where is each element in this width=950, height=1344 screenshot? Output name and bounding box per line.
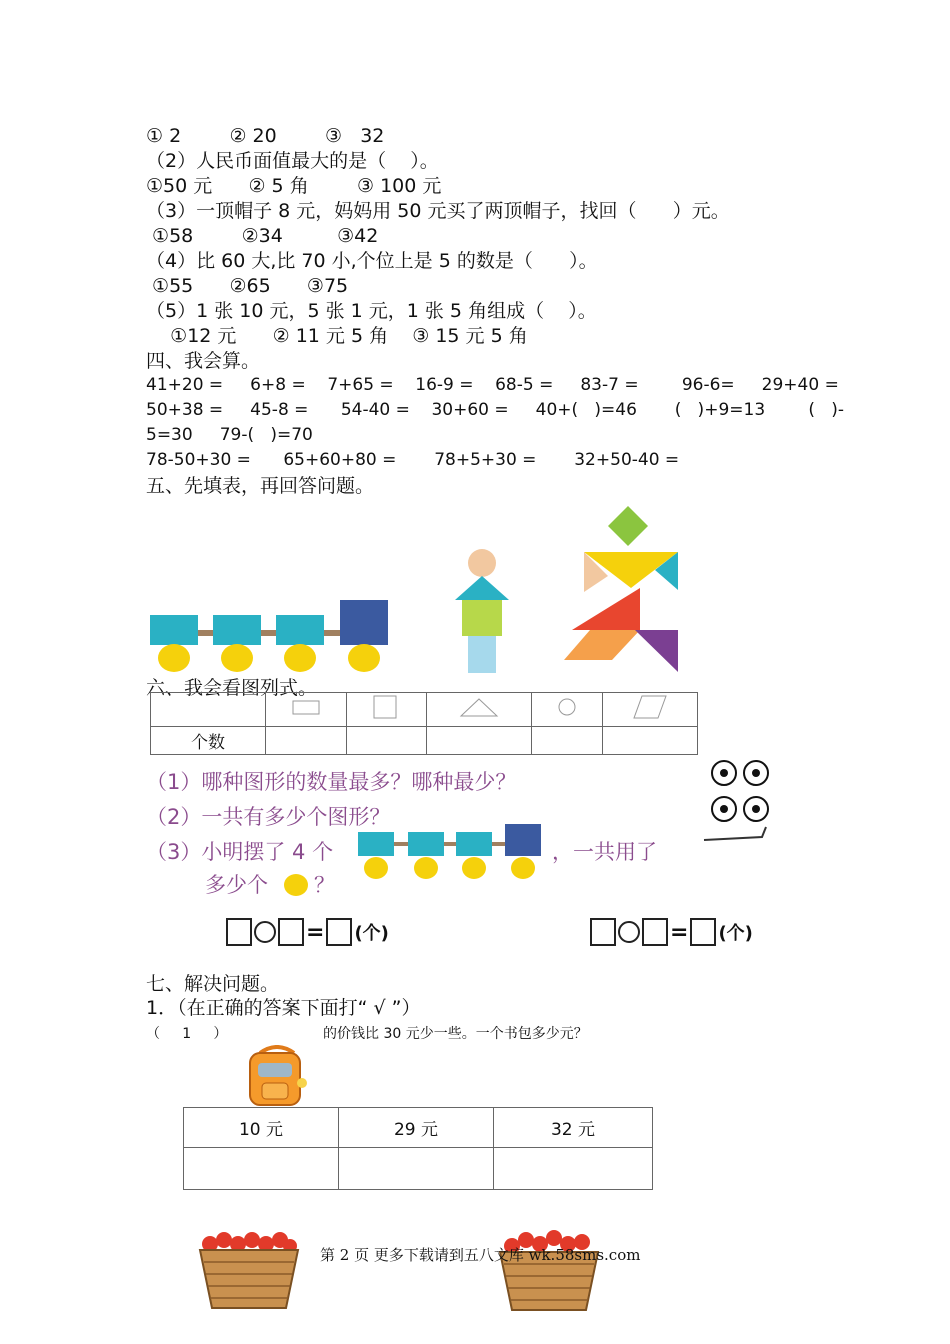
question-6-2: （2）一共有多少个图形？ — [146, 805, 391, 829]
question-6-3b: ，一共用了 — [552, 840, 657, 864]
question-4: （4）比 60 大,比 70 小,个位上是 5 的数是（ ）。 — [146, 250, 598, 272]
count-row-label: 个数 — [151, 727, 266, 755]
parallelogram-icon — [602, 693, 697, 727]
section-7-title: 七、解决问题。 — [146, 973, 280, 995]
answer-box[interactable] — [326, 918, 352, 946]
calc-row-3: 5=30 79-( )=70 — [146, 425, 313, 445]
question-5: （5）1 张 10 元，5 张 1 元，1 张 5 角组成（ ）。 — [146, 300, 597, 322]
price-option: 29 元 — [339, 1108, 494, 1148]
section-6-title: 六、我会看图列式。 — [146, 677, 318, 699]
count-cell[interactable] — [346, 727, 427, 755]
problem-1-number: （ 1 ） — [146, 1026, 228, 1042]
answer-box[interactable] — [642, 918, 668, 946]
answer-box[interactable] — [226, 918, 252, 946]
circle-icon — [532, 693, 603, 727]
square-icon — [346, 693, 427, 727]
choice-line-4: ①55 ②65 ③75 — [146, 275, 349, 297]
price-option: 32 元 — [494, 1108, 653, 1148]
football-icon — [700, 755, 780, 850]
count-cell[interactable] — [266, 727, 347, 755]
question-6-3d: ？ — [314, 873, 335, 897]
question-3: （3）一顶帽子 8 元，妈妈用 50 元买了两顶帽子，找回（ ）元。 — [146, 200, 730, 222]
count-cell[interactable] — [602, 727, 697, 755]
shape-figures — [140, 500, 700, 680]
question-6-3a: （3）小明摆了 4 个 — [146, 840, 334, 864]
price-table — [183, 1107, 653, 1190]
equals-sign: = — [670, 919, 689, 945]
problem-1-text: 的价钱比 30 元少一些。一个书包多少元？ — [323, 1026, 588, 1042]
answer-box[interactable] — [278, 918, 304, 946]
count-cell[interactable] — [427, 727, 532, 755]
count-cell[interactable] — [532, 727, 603, 755]
shape-count-table — [150, 692, 698, 755]
rectangle-icon — [266, 693, 347, 727]
equals-sign: = — [306, 919, 325, 945]
choice-line-3: ①58 ②34 ③42 — [146, 225, 379, 247]
apple-basket-icon — [196, 1222, 302, 1314]
operator-circle[interactable] — [618, 921, 640, 943]
person-figure — [455, 549, 509, 673]
check-cell[interactable] — [184, 1148, 339, 1190]
choice-line-1: ① 2 ② 20 ③ 32 — [146, 125, 385, 147]
question-6-1: （1）哪种图形的数量最多？哪种最少？ — [146, 770, 517, 794]
choice-line-2: ①50 元 ② 5 角 ③ 100 元 — [146, 175, 442, 197]
calc-row-2: 50+38 = 45-8 = 54-40 = 30+60 = 40+( )=46 ( )+9=13 ( )- — [146, 400, 844, 420]
small-train-icon — [355, 822, 550, 882]
wheel-icon — [283, 872, 309, 898]
train-figure — [150, 600, 388, 672]
section-4-title: 四、我会算。 — [146, 350, 261, 372]
question-2: （2）人民币面值最大的是（ ）。 — [146, 150, 439, 172]
equation-right — [590, 918, 753, 946]
calc-row-1: 41+20 = 6+8 = 7+65 = 16-9 = 68-5 = 83-7 = 96-6= 29+40 = — [146, 375, 839, 395]
choice-line-5: ①12 元 ② 11 元 5 角 ③ 15 元 5 角 — [146, 325, 528, 347]
operator-circle[interactable] — [254, 921, 276, 943]
apple-basket-icon — [494, 1222, 604, 1316]
backpack-icon — [244, 1045, 310, 1107]
question-6-3c: 多少个 — [205, 873, 268, 897]
answer-box[interactable] — [690, 918, 716, 946]
problem-1: 1．（在正确的答案下面打“ √ ”） — [146, 997, 421, 1019]
answer-box[interactable] — [590, 918, 616, 946]
equation-left — [226, 918, 389, 946]
price-option: 10 元 — [184, 1108, 339, 1148]
check-cell[interactable] — [494, 1148, 653, 1190]
triangle-icon — [427, 693, 532, 727]
check-cell[interactable] — [339, 1148, 494, 1190]
unit-label: (个) — [354, 923, 389, 944]
page-footer: 第 2 页 更多下载请到五八文库 wk.58sms.com — [320, 1246, 641, 1264]
unit-label: (个) — [718, 923, 753, 944]
tangram-figure — [564, 506, 678, 672]
section-5-title: 五、先填表，再回答问题。 — [146, 475, 375, 497]
calc-row-4: 78-50+30 = 65+60+80 = 78+5+30 = 32+50-40 = — [146, 450, 680, 470]
